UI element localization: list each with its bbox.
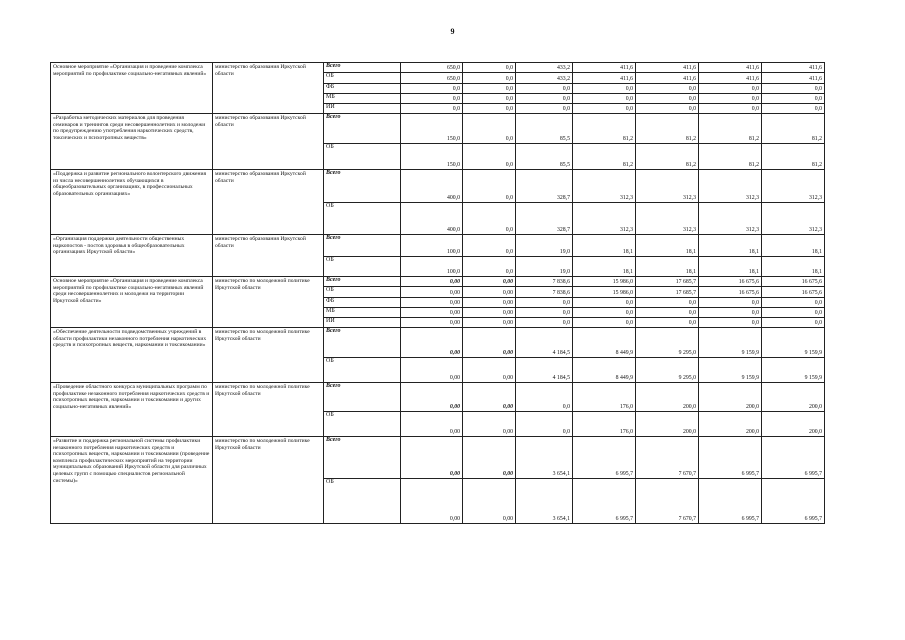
funding-source: Всего xyxy=(324,114,401,144)
amount-cell: 81,2 xyxy=(636,144,699,170)
amount-cell: 0,00 xyxy=(463,308,516,318)
funding-source: ОБ xyxy=(324,412,401,437)
amount-cell: 0,0 xyxy=(463,94,516,104)
amount-cell: 176,0 xyxy=(573,383,636,412)
funding-source: ОБ xyxy=(324,358,401,383)
amount-cell: 0,0 xyxy=(463,84,516,94)
amount-cell: 15 986,0 xyxy=(573,277,636,287)
amount-cell: 411,6 xyxy=(699,73,762,84)
amount-cell: 81,2 xyxy=(699,114,762,144)
amount-cell: 0,0 xyxy=(762,298,825,308)
amount-cell: 0,0 xyxy=(573,104,636,114)
activity-name: «Разработка методических материалов для проведения семинаров и тренингов среди несовершеннолетних и молодежи по предупреждению употребления наркотических средств, токсических и психотропных веществ» xyxy=(51,114,213,170)
funding-source: Всего xyxy=(324,235,401,257)
amount-cell: 0,0 xyxy=(699,94,762,104)
funding-source: Всего xyxy=(324,328,401,358)
funding-source: ФБ xyxy=(324,84,401,94)
amount-cell: 0,0 xyxy=(762,318,825,328)
amount-cell: 15 986,0 xyxy=(573,287,636,298)
amount-cell: 19,0 xyxy=(516,257,573,277)
amount-cell: 81,2 xyxy=(573,114,636,144)
amount-cell: 0,0 xyxy=(516,318,573,328)
amount-cell: 411,6 xyxy=(762,73,825,84)
amount-cell: 9 295,0 xyxy=(636,328,699,358)
amount-cell: 400,0 xyxy=(401,203,463,235)
amount-cell: 0,00 xyxy=(463,298,516,308)
table-row xyxy=(51,277,825,287)
responsible-org: министерство образования Иркутской области xyxy=(213,235,324,277)
amount-cell: 0,0 xyxy=(463,114,516,144)
amount-cell: 0,0 xyxy=(699,298,762,308)
activity-name: «Поддержка и развитие регионального волонтерского движения из числа несовершеннолетних обучающихся в общеобразовательных организациях, в профессиональных образовательных организациях» xyxy=(51,170,213,235)
amount-cell: 0,0 xyxy=(401,94,463,104)
amount-cell: 9 295,0 xyxy=(636,358,699,383)
funding-source: ОБ xyxy=(324,479,401,524)
responsible-org: министерство по молодежной политике Иркутской области xyxy=(213,328,324,383)
amount-cell: 433,2 xyxy=(516,63,573,73)
amount-cell: 0,0 xyxy=(636,318,699,328)
amount-cell: 0,0 xyxy=(573,308,636,318)
amount-cell: 0,00 xyxy=(463,287,516,298)
amount-cell: 0,00 xyxy=(463,358,516,383)
amount-cell: 411,6 xyxy=(699,63,762,73)
amount-cell: 0,0 xyxy=(699,104,762,114)
amount-cell: 19,0 xyxy=(516,235,573,257)
funding-source: МБ xyxy=(324,308,401,318)
table-row xyxy=(51,437,825,479)
amount-cell: 9 159,9 xyxy=(762,358,825,383)
activity-name: Основное мероприятие «Организация и проведение комплекса мероприятий по профилактике социально-негативных явлений» xyxy=(51,63,213,114)
funding-source: МБ xyxy=(324,94,401,104)
activity-name: «Развитие и поддержка региональной системы профилактики незаконного потребления наркотических средств и психотропных веществ, наркомании и токсикомании (проведение комплекса профилактических мероприятий на территории муниципальных образований Иркутской области для различных целевых групп с помощью специалистов региональной системы)» xyxy=(51,437,213,524)
amount-cell: 0,0 xyxy=(762,104,825,114)
amount-cell: 17 685,7 xyxy=(636,277,699,287)
amount-cell: 312,3 xyxy=(762,203,825,235)
amount-cell: 0,0 xyxy=(636,308,699,318)
amount-cell: 16 675,6 xyxy=(699,287,762,298)
amount-cell: 411,6 xyxy=(636,73,699,84)
amount-cell: 7 838,6 xyxy=(516,277,573,287)
amount-cell: 81,2 xyxy=(762,144,825,170)
amount-cell: 0,0 xyxy=(636,84,699,94)
funding-source: Всего xyxy=(324,170,401,203)
amount-cell: 100,0 xyxy=(401,235,463,257)
responsible-org: министерство по молодежной политике Иркутской области xyxy=(213,383,324,437)
amount-cell: 16 675,6 xyxy=(699,277,762,287)
amount-cell: 0,0 xyxy=(516,308,573,318)
amount-cell: 3 654,1 xyxy=(516,479,573,524)
amount-cell: 0,0 xyxy=(463,257,516,277)
funding-source: Всего xyxy=(324,277,401,287)
amount-cell: 200,0 xyxy=(762,383,825,412)
amount-cell: 18,1 xyxy=(636,257,699,277)
funding-source: ОБ xyxy=(324,257,401,277)
amount-cell: 7 670,7 xyxy=(636,479,699,524)
amount-cell: 0,00 xyxy=(401,437,463,479)
budget-table xyxy=(50,62,825,524)
responsible-org: министерство по молодежной политике Иркутской области xyxy=(213,437,324,524)
funding-source: ОБ xyxy=(324,203,401,235)
amount-cell: 328,7 xyxy=(516,170,573,203)
amount-cell: 0,00 xyxy=(463,479,516,524)
activity-name: «Организация поддержки деятельности общественных наркопостов - постов здоровья в общеобразовательных организациях Иркутской области» xyxy=(51,235,213,277)
amount-cell: 312,3 xyxy=(636,170,699,203)
activity-name: Основное мероприятие «Организация и проведение комплекса мероприятий по профилактике социально-негативных явлений среди несовершеннолетних и молодежи на территории Иркутской области» xyxy=(51,277,213,328)
amount-cell: 0,0 xyxy=(516,298,573,308)
amount-cell: 0,0 xyxy=(463,235,516,257)
amount-cell: 0,0 xyxy=(516,104,573,114)
amount-cell: 0,0 xyxy=(463,203,516,235)
amount-cell: 200,0 xyxy=(699,383,762,412)
amount-cell: 0,0 xyxy=(463,104,516,114)
amount-cell: 0,0 xyxy=(636,94,699,104)
amount-cell: 411,6 xyxy=(636,63,699,73)
table-row xyxy=(51,114,825,144)
amount-cell: 400,0 xyxy=(401,170,463,203)
amount-cell: 4 184,5 xyxy=(516,358,573,383)
funding-source: ИИ xyxy=(324,104,401,114)
amount-cell: 18,1 xyxy=(762,257,825,277)
amount-cell: 0,00 xyxy=(463,437,516,479)
amount-cell: 6 995,7 xyxy=(573,479,636,524)
amount-cell: 0,0 xyxy=(463,63,516,73)
page-number: 9 xyxy=(450,27,455,36)
amount-cell: 8 449,9 xyxy=(573,358,636,383)
responsible-org: министерство образования Иркутской области xyxy=(213,170,324,235)
amount-cell: 0,00 xyxy=(401,479,463,524)
amount-cell: 18,1 xyxy=(636,235,699,257)
amount-cell: 81,2 xyxy=(573,144,636,170)
responsible-org: министерство образования Иркутской области xyxy=(213,63,324,114)
amount-cell: 0,00 xyxy=(401,358,463,383)
amount-cell: 3 654,1 xyxy=(516,437,573,479)
amount-cell: 0,0 xyxy=(636,104,699,114)
amount-cell: 0,00 xyxy=(463,383,516,412)
amount-cell: 411,6 xyxy=(573,63,636,73)
table-row xyxy=(51,383,825,412)
amount-cell: 0,0 xyxy=(573,298,636,308)
amount-cell: 150,0 xyxy=(401,114,463,144)
amount-cell: 0,0 xyxy=(699,318,762,328)
amount-cell: 0,0 xyxy=(463,73,516,84)
activity-name: «Обеспечение деятельности подведомственных учреждений в области профилактики незаконного потребления наркотических средств и психотропных веществ, наркомании и токсикомании» xyxy=(51,328,213,383)
amount-cell: 16 675,6 xyxy=(762,287,825,298)
amount-cell: 18,1 xyxy=(573,257,636,277)
amount-cell: 81,2 xyxy=(699,144,762,170)
amount-cell: 0,0 xyxy=(516,94,573,104)
amount-cell: 4 184,5 xyxy=(516,328,573,358)
amount-cell: 0,00 xyxy=(463,318,516,328)
amount-cell: 9 159,9 xyxy=(699,328,762,358)
amount-cell: 312,3 xyxy=(762,170,825,203)
amount-cell: 650,0 xyxy=(401,63,463,73)
funding-source: Всего xyxy=(324,63,401,73)
amount-cell: 6 995,7 xyxy=(699,437,762,479)
amount-cell: 0,00 xyxy=(401,383,463,412)
amount-cell: 85,5 xyxy=(516,144,573,170)
amount-cell: 200,0 xyxy=(699,412,762,437)
amount-cell: 312,3 xyxy=(573,170,636,203)
funding-source: ОБ xyxy=(324,73,401,84)
amount-cell: 0,0 xyxy=(573,318,636,328)
amount-cell: 0,0 xyxy=(762,84,825,94)
amount-cell: 100,0 xyxy=(401,257,463,277)
amount-cell: 200,0 xyxy=(636,383,699,412)
amount-cell: 176,0 xyxy=(573,412,636,437)
amount-cell: 0,0 xyxy=(762,308,825,318)
amount-cell: 17 685,7 xyxy=(636,287,699,298)
amount-cell: 81,2 xyxy=(636,114,699,144)
amount-cell: 9 159,9 xyxy=(762,328,825,358)
table-row xyxy=(51,170,825,203)
amount-cell: 0,0 xyxy=(516,383,573,412)
amount-cell: 7 838,6 xyxy=(516,287,573,298)
amount-cell: 0,0 xyxy=(463,144,516,170)
amount-cell: 0,0 xyxy=(573,84,636,94)
responsible-org: министерство образования Иркутской области xyxy=(213,114,324,170)
amount-cell: 411,6 xyxy=(762,63,825,73)
amount-cell: 0,0 xyxy=(401,84,463,94)
amount-cell: 18,1 xyxy=(699,235,762,257)
table-row xyxy=(51,328,825,358)
amount-cell: 85,5 xyxy=(516,114,573,144)
amount-cell: 0,0 xyxy=(699,84,762,94)
amount-cell: 7 670,7 xyxy=(636,437,699,479)
responsible-org: министерство по молодежной политике Иркутской области xyxy=(213,277,324,328)
amount-cell: 6 995,7 xyxy=(762,437,825,479)
funding-source: ОБ xyxy=(324,144,401,170)
funding-source: ОБ xyxy=(324,287,401,298)
amount-cell: 0,0 xyxy=(573,94,636,104)
funding-source: Всего xyxy=(324,383,401,412)
amount-cell: 328,7 xyxy=(516,203,573,235)
amount-cell: 16 675,6 xyxy=(762,277,825,287)
amount-cell: 312,3 xyxy=(636,203,699,235)
amount-cell: 0,00 xyxy=(401,328,463,358)
amount-cell: 18,1 xyxy=(699,257,762,277)
amount-cell: 0,00 xyxy=(463,328,516,358)
amount-cell: 0,00 xyxy=(401,287,463,298)
amount-cell: 8 449,9 xyxy=(573,328,636,358)
amount-cell: 18,1 xyxy=(573,235,636,257)
amount-cell: 312,3 xyxy=(699,170,762,203)
activity-name: «Проведение областного конкурса муниципальных программ по профилактике незаконного потребления наркотических средств и психотропных веществ, наркомании и токсикомании и других социально-негативных явлений» xyxy=(51,383,213,437)
amount-cell: 0,0 xyxy=(516,412,573,437)
amount-cell: 0,0 xyxy=(762,94,825,104)
amount-cell: 312,3 xyxy=(699,203,762,235)
amount-cell: 0,0 xyxy=(636,298,699,308)
amount-cell: 0,0 xyxy=(699,308,762,318)
amount-cell: 0,00 xyxy=(401,412,463,437)
table-row xyxy=(51,235,825,257)
amount-cell: 6 995,7 xyxy=(762,479,825,524)
amount-cell: 200,0 xyxy=(636,412,699,437)
amount-cell: 411,6 xyxy=(573,73,636,84)
amount-cell: 312,3 xyxy=(573,203,636,235)
amount-cell: 0,00 xyxy=(463,277,516,287)
amount-cell: 6 995,7 xyxy=(699,479,762,524)
amount-cell: 650,0 xyxy=(401,73,463,84)
funding-source: ФБ xyxy=(324,298,401,308)
table-row xyxy=(51,63,825,73)
amount-cell: 0,0 xyxy=(516,84,573,94)
amount-cell: 18,1 xyxy=(762,235,825,257)
funding-source: Всего xyxy=(324,437,401,479)
amount-cell: 150,0 xyxy=(401,144,463,170)
amount-cell: 433,2 xyxy=(516,73,573,84)
funding-source: ИИ xyxy=(324,318,401,328)
amount-cell: 0,0 xyxy=(463,170,516,203)
amount-cell: 0,00 xyxy=(401,308,463,318)
amount-cell: 0,00 xyxy=(401,277,463,287)
amount-cell: 9 159,9 xyxy=(699,358,762,383)
amount-cell: 6 995,7 xyxy=(573,437,636,479)
amount-cell: 0,00 xyxy=(401,318,463,328)
amount-cell: 0,00 xyxy=(463,412,516,437)
amount-cell: 200,0 xyxy=(762,412,825,437)
amount-cell: 0,0 xyxy=(401,104,463,114)
amount-cell: 81,2 xyxy=(762,114,825,144)
amount-cell: 0,00 xyxy=(401,298,463,308)
